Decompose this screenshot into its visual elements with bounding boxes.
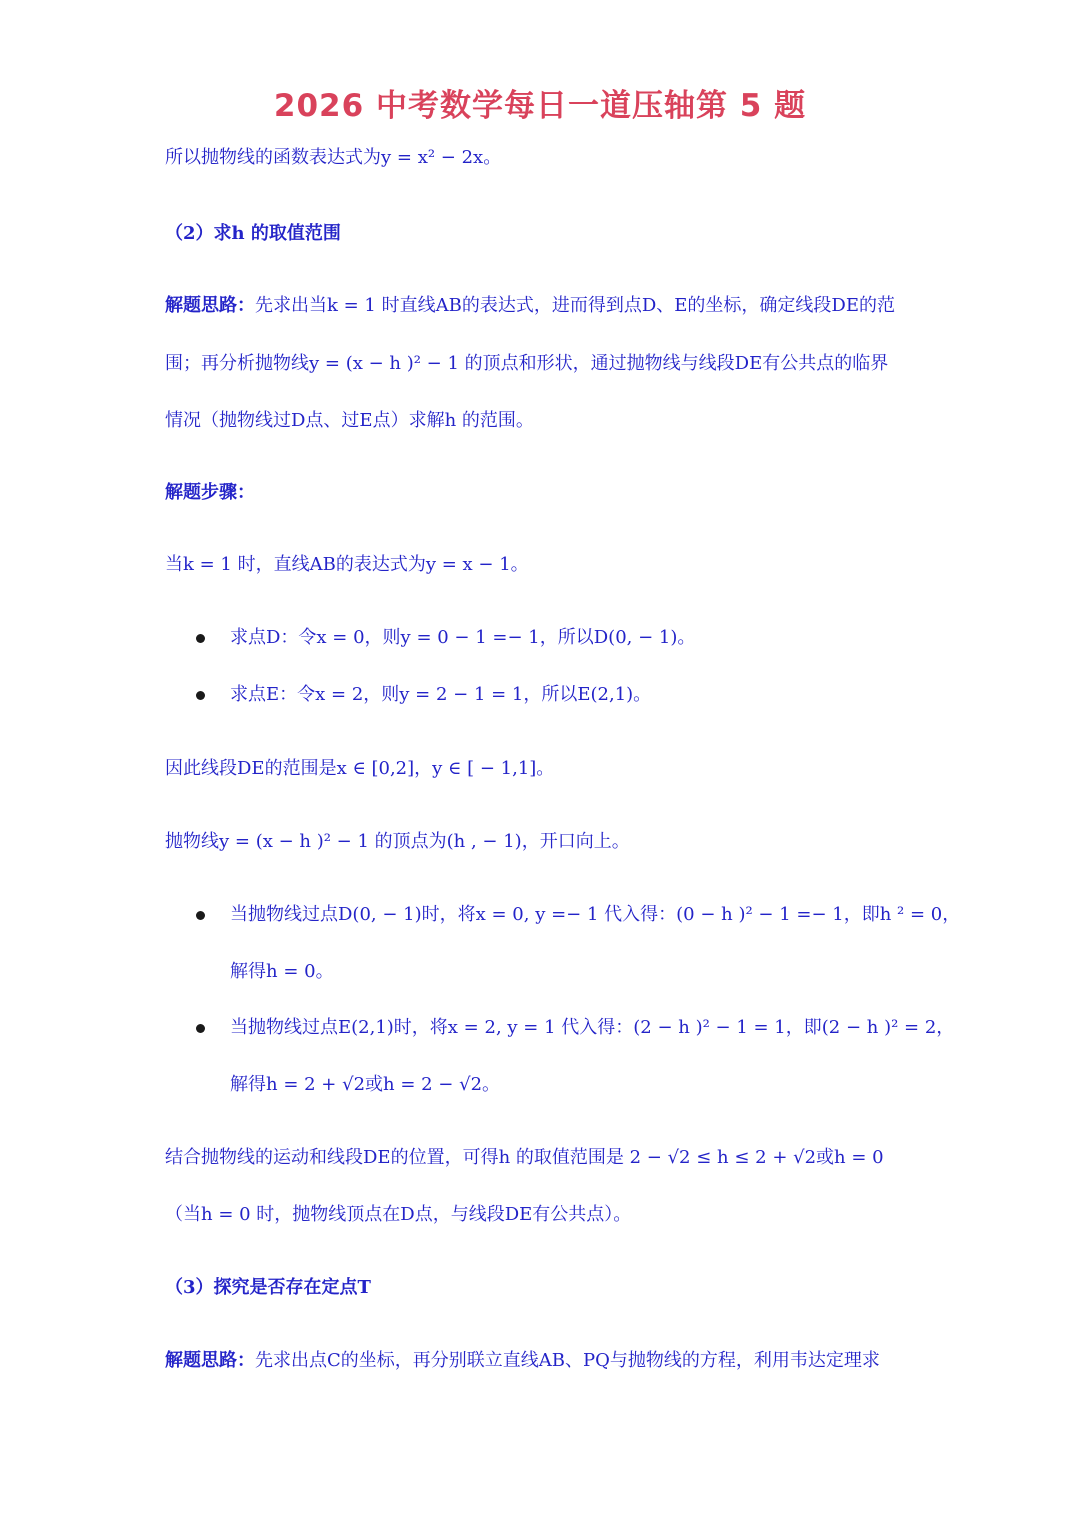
solution-steps-label: 解题步骤： xyxy=(165,482,255,503)
bullet-point xyxy=(196,691,205,700)
bullet-find-e: 求点E：令x = 2，则y = 2 − 1 = 1，所以E(2,1)。 xyxy=(230,684,652,705)
parabola-vertex-line: 抛物线y = (x − h )² − 1 的顶点为(h , − 1)，开口向上。 xyxy=(165,831,630,852)
step-line-ab: 当k = 1 时，直线AB的表达式为y = x − 1。 xyxy=(165,554,529,575)
solution-idea-text-1: 先求出当k = 1 时直线AB的表达式，进而得到点D、E的坐标，确定线段DE的范 xyxy=(255,295,895,316)
bullet-point xyxy=(196,1024,205,1033)
solution-idea-line-1 xyxy=(165,294,925,318)
segment-de-range: 因此线段DE的范围是x ∈ [0,2]，y ∈ [ − 1,1]。 xyxy=(165,758,555,779)
bullet-find-d: 求点D：令x = 0，则y = 0 − 1 =− 1，所以D(0, − 1)。 xyxy=(230,627,696,648)
function-expression-line: 所以抛物线的函数表达式为y = x² − 2x。 xyxy=(165,147,502,168)
part-3-idea-text: 先求出点C的坐标，再分别联立直线AB、PQ与抛物线的方程，利用韦达定理求 xyxy=(255,1350,880,1371)
solution-idea-label: 解题思路： xyxy=(165,295,255,316)
part-2-heading: （2）求h 的取值范围 xyxy=(165,223,341,244)
case-through-d-line-2: 解得h = 0。 xyxy=(230,961,334,982)
case-through-e-line-1: 当抛物线过点E(2,1)时，将x = 2, y = 1 代入得：(2 − h )² − 1 = 1，即(2 − h )² = 2， xyxy=(230,1017,955,1038)
part-3-idea-label: 解题思路： xyxy=(165,1350,255,1371)
case-through-d-line-1: 当抛物线过点D(0, − 1)时，将x = 0, y =− 1 代入得：(0 − h )² − 1 =− 1，即h ² = 0， xyxy=(230,904,961,925)
solution-idea-line-3: 情况（抛物线过D点、过E点）求解h 的范围。 xyxy=(165,410,534,431)
page-title: 2026 中考数学每日一道压轴第 5 题 xyxy=(273,88,807,124)
solution-idea-line-2: 围；再分析抛物线y = (x − h )² − 1 的顶点和形状，通过抛物线与线段DE有公共点的临界 xyxy=(165,353,889,374)
bullet-point xyxy=(196,911,205,920)
part-3-heading: （3）探究是否存在定点T xyxy=(165,1277,371,1298)
conclusion-line-2: （当h = 0 时，抛物线顶点在D点，与线段DE有公共点）。 xyxy=(165,1204,632,1225)
conclusion-line-1: 结合抛物线的运动和线段DE的位置，可得h 的取值范围是 2 − √2 ≤ h ≤ 2 + √2或h = 0 xyxy=(165,1147,884,1168)
case-through-e-line-2: 解得h = 2 + √2或h = 2 − √2。 xyxy=(230,1074,501,1095)
part-3-idea-line xyxy=(165,1349,925,1373)
bullet-point xyxy=(196,634,205,643)
